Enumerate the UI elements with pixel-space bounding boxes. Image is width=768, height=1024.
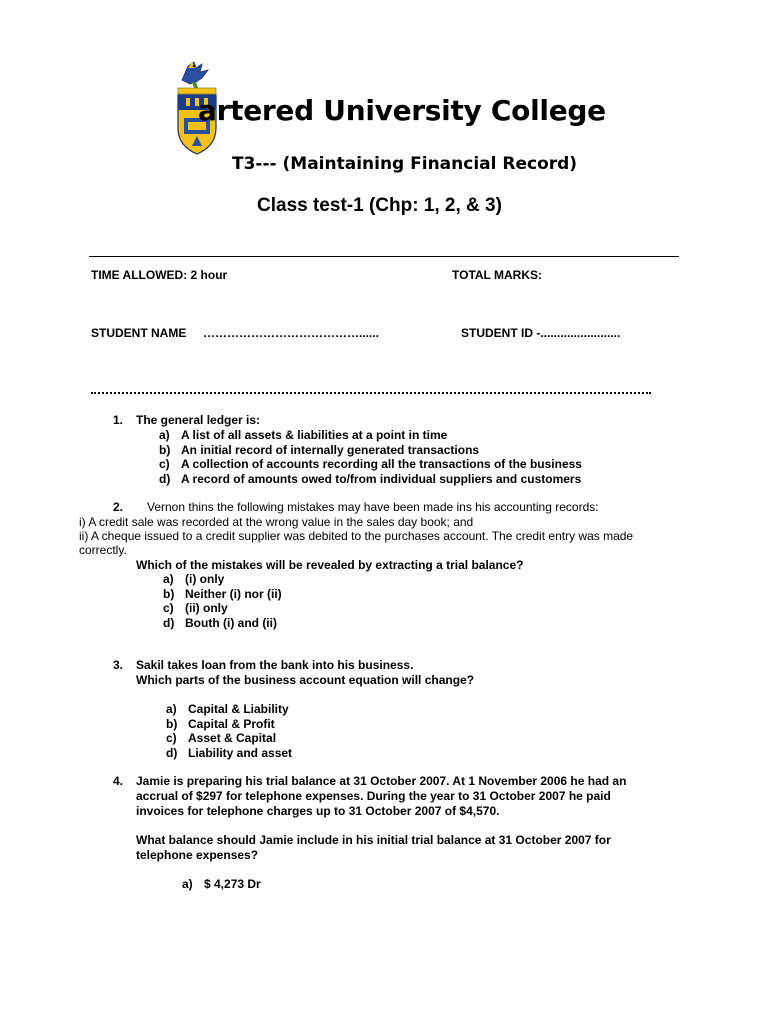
option-text: Capital & Profit xyxy=(188,716,275,731)
option-letter: a) xyxy=(182,877,193,891)
question-4-prompt-1: What balance should Jamie include in his initial trial balance at 31 October 2007 for xyxy=(136,833,611,847)
option[interactable] xyxy=(166,702,292,717)
dotted-separator xyxy=(91,392,651,394)
option-text: Asset & Capital xyxy=(188,731,277,745)
option-letter: d) xyxy=(166,745,178,760)
option[interactable] xyxy=(159,443,582,458)
option-text: Neither (i) nor (ii) xyxy=(185,586,282,601)
college-name: artered University College xyxy=(198,94,606,127)
option-text: A record of amounts owed to/from individual suppliers and customers xyxy=(181,471,582,486)
option[interactable] xyxy=(166,731,292,746)
option-letter: b) xyxy=(163,586,175,601)
question-1-number: 1. xyxy=(113,413,124,427)
question-4-prompt-2: telephone expenses? xyxy=(136,848,259,862)
option[interactable] xyxy=(163,616,282,631)
question-2-prompt: Which of the mistakes will be revealed by extracting a trial balance? xyxy=(136,558,524,572)
option-letter: a) xyxy=(159,428,170,442)
option-text: A list of all assets & liabilities at a point in time xyxy=(181,428,448,442)
total-marks: TOTAL MARKS: xyxy=(452,268,542,282)
question-4-number: 4. xyxy=(113,774,124,788)
option[interactable] xyxy=(163,572,282,587)
option[interactable] xyxy=(166,746,292,761)
question-1-options xyxy=(159,428,582,486)
question-2-line-ii: ii) A cheque issued to a credit supplier was debited to the purchases account. The credit entry was made xyxy=(79,529,634,543)
option-text: $ 4,273 Dr xyxy=(204,877,261,891)
question-3-options xyxy=(166,702,292,760)
option-text: (i) only xyxy=(185,572,225,586)
option[interactable] xyxy=(163,587,282,602)
option[interactable] xyxy=(163,601,282,616)
option-letter: a) xyxy=(163,572,174,586)
question-3-prompt: Which parts of the business account equation will change? xyxy=(136,673,475,687)
question-3-text: Sakil takes loan from the bank into his business. xyxy=(136,658,414,672)
option-text: Liability and asset xyxy=(188,745,293,760)
option[interactable] xyxy=(159,457,582,472)
option-letter: d) xyxy=(159,471,171,486)
question-1-text: The general ledger is: xyxy=(136,413,261,427)
student-name-label: STUDENT NAME xyxy=(91,326,187,340)
option-letter: b) xyxy=(159,442,171,457)
option-letter: c) xyxy=(166,731,177,745)
option-text: (ii) only xyxy=(185,601,228,615)
header-divider xyxy=(89,256,679,257)
option-text: Bouth (i) and (ii) xyxy=(185,615,277,630)
class-test-title: Class test-1 (Chp: 1, 2, & 3) xyxy=(257,195,502,216)
option-letter: c) xyxy=(159,457,170,471)
question-4-line-2: accrual of $297 for telephone expenses. During the year to 31 October 2007 he paid xyxy=(136,789,611,803)
question-2-number: 2. xyxy=(113,500,124,514)
student-id-field[interactable]: STUDENT ID -........................ xyxy=(461,326,621,340)
question-4-line-3: invoices for telephone charges up to 31 October 2007 of $4,570. xyxy=(136,804,500,818)
option[interactable] xyxy=(159,428,582,443)
question-4-line-1: Jamie is preparing his trial balance at 31 October 2007. At 1 November 2006 he had an xyxy=(136,774,627,788)
question-3-number: 3. xyxy=(113,658,124,672)
student-name-field[interactable]: …………………………………...... xyxy=(203,326,380,340)
option[interactable] xyxy=(159,472,582,487)
question-2-text: Vernon thins the following mistakes may have been made ins his accounting records: xyxy=(147,500,599,514)
question-2-options xyxy=(163,572,282,630)
option-letter: a) xyxy=(166,702,177,716)
option-text: Capital & Liability xyxy=(188,702,289,716)
option-letter: b) xyxy=(166,716,178,731)
option-letter: c) xyxy=(163,601,174,615)
course-subtitle: T3--- (Maintaining Financial Record) xyxy=(232,154,578,174)
question-2-line-i: i) A credit sale was recorded at the wrong value in the sales day book; and xyxy=(79,515,474,529)
time-allowed: TIME ALLOWED: 2 hour xyxy=(91,268,228,282)
option[interactable] xyxy=(182,877,261,892)
option[interactable] xyxy=(166,717,292,732)
option-letter: d) xyxy=(163,615,175,630)
question-4-options xyxy=(182,877,261,892)
option-text: A collection of accounts recording all the transactions of the business xyxy=(181,457,582,471)
option-text: An initial record of internally generated transactions xyxy=(181,442,480,457)
question-2-line-ii-cont: correctly. xyxy=(79,543,127,557)
